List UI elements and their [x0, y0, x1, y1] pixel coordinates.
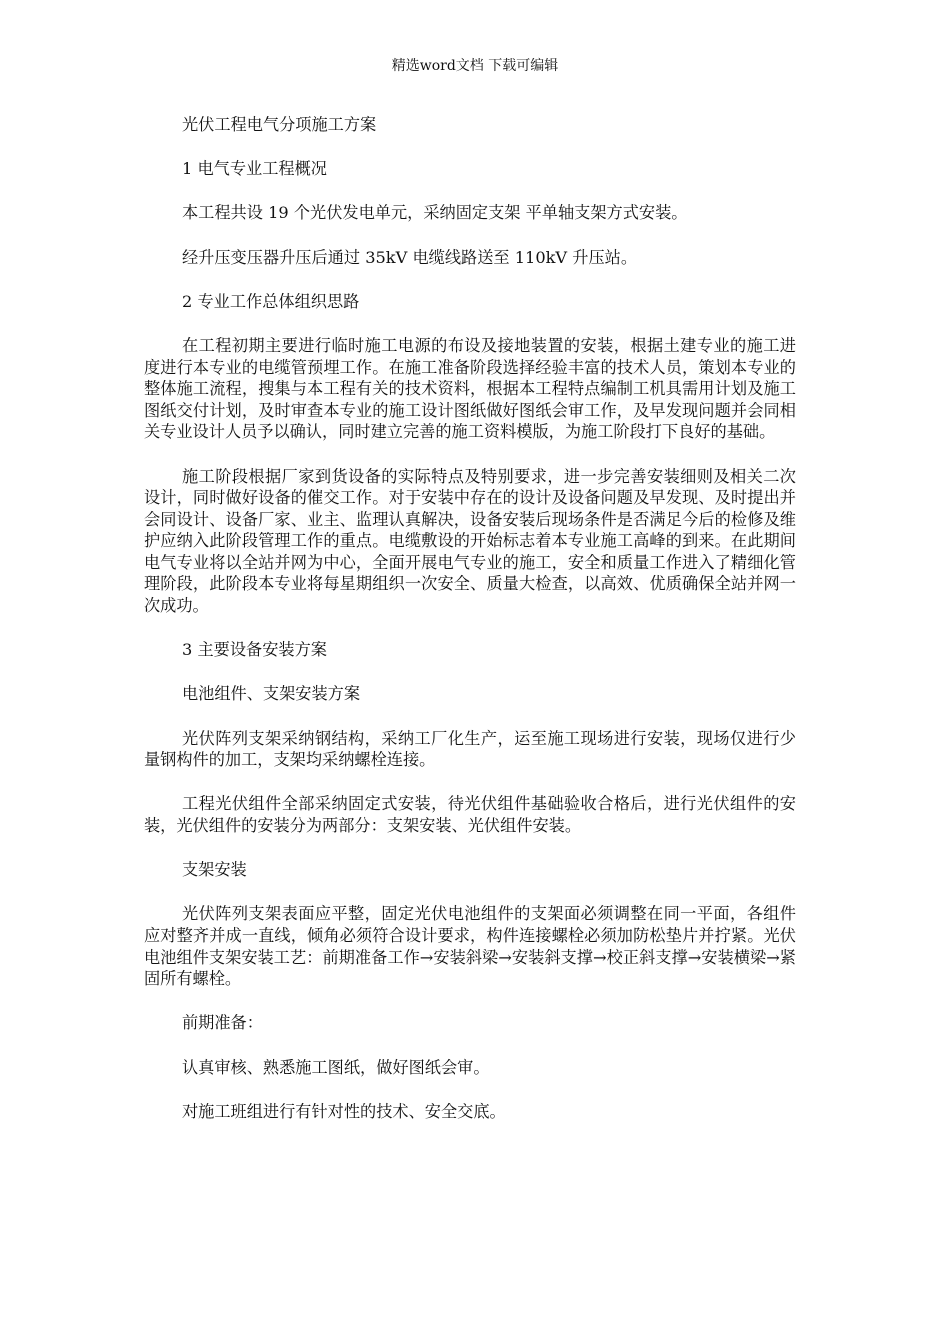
page-header: 精选word文档 下载可编辑: [391, 58, 559, 74]
subsection-heading: 支架安装: [182, 860, 247, 880]
paragraph: 认真审核、熟悉施工图纸，做好图纸会审。: [182, 1057, 490, 1077]
paragraph: 经升压变压器升压后通过 35kV 电缆线路送至 110kV 升压站。: [182, 247, 638, 267]
paragraph: 本工程共设 19 个光伏发电单元，采纳固定支架 平单轴支架方式安装。: [182, 203, 688, 223]
paragraph: 对施工班组进行有针对性的技术、安全交底。: [182, 1101, 506, 1121]
paragraph: 光伏阵列支架采纳钢结构，采纳工厂化生产，运至施工现场进行安装，现场仅进行少量钢构件的加工，支架均采纳螺栓连接。: [144, 728, 796, 770]
section-heading-3: 3 主要设备安装方案: [182, 640, 327, 660]
document-title: 光伏工程电气分项施工方案: [182, 115, 377, 134]
paragraph: 工程光伏组件全部采纳固定式安装，待光伏组件基础验收合格后，进行光伏组件的安装，光伏组件的安装分为两部分：支架安装、光伏组件安装。: [144, 794, 796, 835]
document-body: [144, 114, 796, 1145]
subsection-heading: 电池组件、支架安装方案: [182, 684, 361, 704]
paragraph: 施工阶段根据厂家到货设备的实际特点及特别要求，进一步完善安装细则及相关二次设计，同时做好设备的催交工作。对于安装中存在的设计及设备问题及早发现、及时提出并会同设计、设备厂家、业主、监理认真解决，设备安装后现场条件是否满足今后的检修及维护应纳入此阶段管理工作的重点。电缆敷设的开始标志着本专业施工高峰的到来。在此期间电气专业将以全站并网为中心，全面开展电气专业的施工，安全和质量工作进入了精细化管理阶段，此阶段本专业将每星期组织一次安全、质量大检查，以高效、优质确保全站并网一次成功。: [144, 466, 796, 616]
paragraph: 在工程初期主要进行临时施工电源的布设及接地装置的安装，根据土建专业的施工进度进行本专业的电缆管预埋工作。在施工准备阶段选择经验丰富的技术人员，策划本专业的整体施工流程，搜集与本工程有关的技术资料，根据本工程特点编制工机具需用计划及施工图纸交付计划，及时审查本专业的施工设计图纸做好图纸会审工作，及早发现问题并会同相关专业设计人员予以确认，同时建立完善的施工资料模版，为施工阶段打下良好的基础。: [144, 335, 796, 442]
paragraph: 光伏阵列支架表面应平整，固定光伏电池组件的支架面必须调整在同一平面，各组件应对整齐并成一直线，倾角必须符合设计要求，构件连接螺栓必须加防松垫片并拧紧。光伏电池组件支架安装工艺：前期准备工作→安装斜梁→安装斜支撑→校正斜支撑→安装横梁→紧固所有螺栓。: [144, 904, 796, 989]
section-heading-2: 2 专业工作总体组织思路: [182, 291, 360, 311]
list-heading: 前期准备：: [182, 1013, 263, 1033]
section-heading-1: 1 电气专业工程概况: [182, 159, 327, 179]
